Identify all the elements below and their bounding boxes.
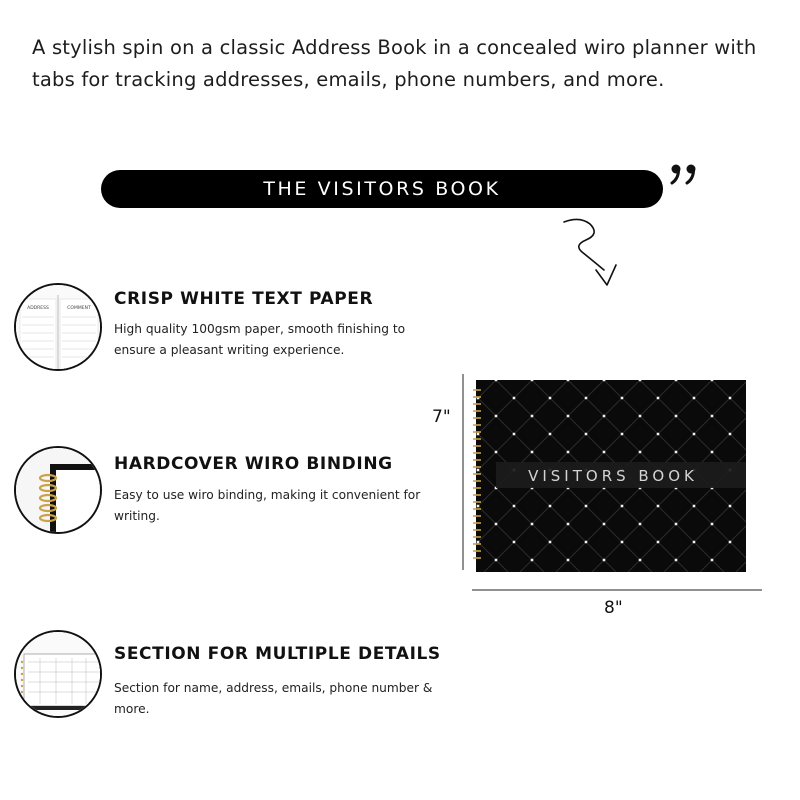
- sections-thumbnail: [14, 630, 102, 718]
- banner-title: THE VISITORS BOOK: [263, 178, 501, 200]
- quote-mark-icon: [668, 160, 702, 186]
- height-label: 7": [432, 407, 451, 427]
- feature-desc-binding: Easy to use wiro binding, making it convenient for writing.: [114, 488, 421, 523]
- feature-title-binding: HARDCOVER WIRO BINDING: [114, 454, 393, 474]
- binding-thumbnail: [14, 446, 102, 534]
- title-banner: [101, 170, 663, 208]
- paper-thumbnail: [14, 283, 102, 371]
- visitors-book-illustration: [430, 370, 770, 600]
- thumb-label-address: ADDRESS: [27, 306, 49, 311]
- intro-text: A stylish spin on a classic Address Book in a concealed wiro planner with tabs for tracking addresses, emails, phone numbers, and more.: [32, 36, 757, 91]
- width-label: 8": [604, 598, 623, 618]
- feature-title-sections: SECTION FOR MULTIPLE DETAILS: [114, 644, 441, 664]
- feature-title-paper: CRISP WHITE TEXT PAPER: [114, 289, 374, 309]
- thumb-label-comment: COMMENT: [67, 306, 91, 311]
- feature-desc-paper: High quality 100gsm paper, smooth finishing to ensure a pleasant writing experience.: [114, 322, 406, 357]
- cover-title: VISITORS BOOK: [528, 467, 698, 485]
- feature-desc-sections: Section for name, address, emails, phone number & more.: [114, 681, 433, 716]
- curved-arrow-icon: [556, 212, 626, 292]
